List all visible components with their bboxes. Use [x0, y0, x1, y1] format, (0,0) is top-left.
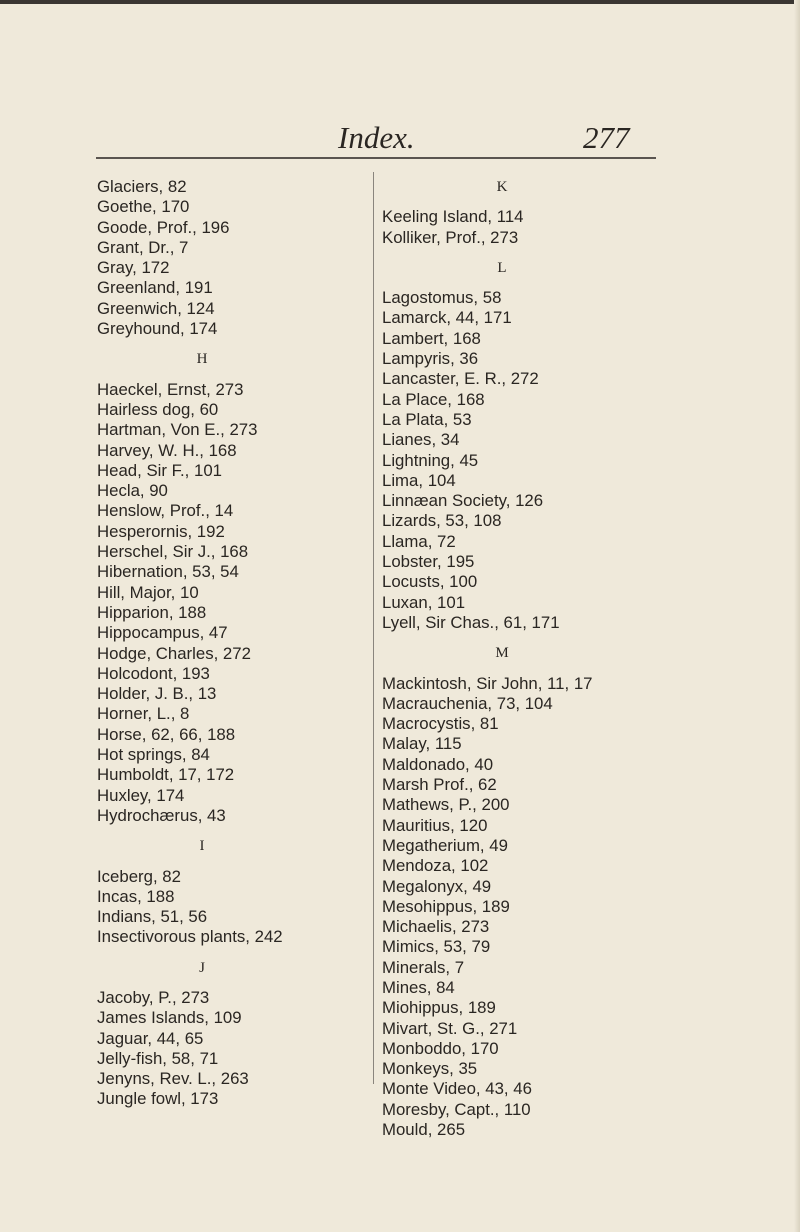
index-entry: Marsh Prof., 62 — [382, 775, 497, 795]
page-header — [0, 120, 800, 160]
index-entry: Hesperornis, 192 — [97, 521, 225, 541]
page-title: Index. — [338, 120, 415, 155]
index-entry: Lizards, 53, 108 — [382, 511, 502, 531]
index-entry: Goode, Prof., 196 — [97, 217, 230, 237]
index-entry: Mould, 265 — [382, 1120, 466, 1140]
index-column-left — [97, 177, 367, 1110]
index-entry: Mendoza, 102 — [382, 856, 489, 876]
index-entry: Minerals, 7 — [382, 957, 465, 977]
index-entry: Mivart, St. G., 271 — [382, 1018, 518, 1038]
index-entry: Lobster, 195 — [382, 552, 475, 572]
index-entry: Lampyris, 36 — [382, 349, 479, 369]
index-entry: Hill, Major, 10 — [97, 582, 199, 602]
index-entry: Henslow, Prof., 14 — [97, 501, 234, 521]
index-entry: Jacoby, P., 273 — [97, 987, 210, 1007]
index-entry: Locusts, 100 — [382, 572, 478, 592]
index-entry: Insectivorous plants, 242 — [97, 927, 283, 947]
header-rule — [96, 157, 656, 159]
index-section-letter: I — [199, 838, 205, 855]
index-entry: Herschel, Sir J., 168 — [97, 542, 249, 562]
index-entry: Lyell, Sir Chas., 61, 171 — [382, 612, 560, 632]
index-section-letter: K — [496, 179, 508, 195]
index-entry: Haeckel, Ernst, 273 — [97, 379, 244, 399]
index-entry: Llama, 72 — [382, 531, 456, 551]
index-entry: Hairless dog, 60 — [97, 399, 219, 419]
index-entry: Jelly-fish, 58, 71 — [97, 1048, 219, 1068]
index-entry: Huxley, 174 — [97, 785, 185, 805]
index-entry: Miohippus, 189 — [382, 998, 496, 1018]
index-entry: Monboddo, 170 — [382, 1038, 499, 1058]
index-entry: La Plata, 53 — [382, 409, 472, 429]
index-entry: Jaguar, 44, 65 — [97, 1028, 204, 1048]
page-number: 277 — [583, 120, 630, 155]
index-section-letter: M — [495, 645, 509, 662]
index-entry: Grant, Dr., 7 — [97, 237, 189, 257]
index-section-letter: J — [199, 959, 205, 976]
index-entry: Greenwich, 124 — [97, 298, 215, 318]
index-entry: Hydrochærus, 43 — [97, 805, 226, 825]
column-divider — [373, 172, 374, 1084]
index-entry: Mimics, 53, 79 — [382, 937, 491, 957]
index-entry: Lancaster, E. R., 272 — [382, 369, 539, 389]
index-entry: Mauritius, 120 — [382, 815, 488, 835]
index-entry: Kolliker, Prof., 273 — [382, 227, 519, 247]
index-entry: Head, Sir F., 101 — [97, 460, 222, 480]
index-entry: Lima, 104 — [382, 470, 456, 490]
index-entry: Horner, L., 8 — [97, 704, 190, 724]
index-entry: James Islands, 109 — [97, 1008, 242, 1028]
index-entry: Macrauchenia, 73, 104 — [382, 693, 553, 713]
index-entry: Hipparion, 188 — [97, 602, 207, 622]
index-entry: Megatherium, 49 — [382, 835, 508, 855]
index-entry: La Place, 168 — [382, 389, 485, 409]
index-entry: Iceberg, 82 — [97, 866, 181, 886]
index-entry: Greyhound, 174 — [97, 319, 218, 339]
index-entry: Megalonyx, 49 — [382, 876, 492, 896]
index-entry: Jungle fowl, 173 — [97, 1089, 219, 1109]
index-entry: Hodge, Charles, 272 — [97, 643, 251, 663]
index-entry: Gray, 172 — [97, 258, 170, 278]
index-entry: Monte Video, 43, 46 — [382, 1079, 532, 1099]
index-entry: Luxan, 101 — [382, 592, 466, 612]
index-entry: Michaelis, 273 — [382, 917, 490, 937]
index-entry: Keeling Island, 114 — [382, 207, 524, 227]
index-entry: Jenyns, Rev. L., 263 — [97, 1069, 249, 1089]
index-entry: Lambert, 168 — [382, 328, 481, 348]
index-entry: Lamarck, 44, 171 — [382, 308, 512, 328]
index-entry: Maldonado, 40 — [382, 754, 494, 774]
index-entry: Mathews, P., 200 — [382, 795, 510, 815]
index-entry: Incas, 188 — [97, 886, 175, 906]
index-entry: Holder, J. B., 13 — [97, 684, 217, 704]
index-entry: Linnæan Society, 126 — [382, 491, 544, 511]
index-entry: Mackintosh, Sir John, 11, 17 — [382, 673, 593, 693]
index-entry: Goethe, 170 — [97, 197, 190, 217]
index-entry: Monkeys, 35 — [382, 1059, 478, 1079]
index-entry: Indians, 51, 56 — [97, 907, 208, 927]
index-entry: Lianes, 34 — [382, 430, 460, 450]
index-entry: Malay, 115 — [382, 734, 462, 754]
index-entry: Moresby, Capt., 110 — [382, 1099, 531, 1119]
index-entry: Mesohippus, 189 — [382, 896, 510, 916]
index-section-letter: L — [497, 259, 507, 276]
index-entry: Humboldt, 17, 172 — [97, 765, 235, 785]
index-column-right — [382, 177, 672, 1140]
index-entry: Horse, 62, 66, 188 — [97, 724, 236, 744]
index-section-letter: H — [196, 351, 208, 368]
index-entry: Hibernation, 53, 54 — [97, 562, 239, 582]
index-entry: Hartman, Von E., 273 — [97, 420, 258, 440]
index-entry: Harvey, W. H., 168 — [97, 440, 237, 460]
index-entry: Hippocampus, 47 — [97, 623, 228, 643]
index-entry: Lagostomus, 58 — [382, 288, 502, 308]
index-entry: Hecla, 90 — [97, 481, 168, 501]
index-entry: Greenland, 191 — [97, 278, 213, 298]
page-top-edge — [0, 0, 800, 4]
index-entry: Holcodont, 193 — [97, 663, 210, 683]
page-right-edge — [794, 0, 800, 1232]
index-entry: Hot springs, 84 — [97, 745, 210, 765]
index-entry: Glaciers, 82 — [97, 177, 187, 196]
index-entry: Lightning, 45 — [382, 450, 479, 470]
index-entry: Mines, 84 — [382, 977, 455, 997]
index-entry: Macrocystis, 81 — [382, 714, 499, 734]
